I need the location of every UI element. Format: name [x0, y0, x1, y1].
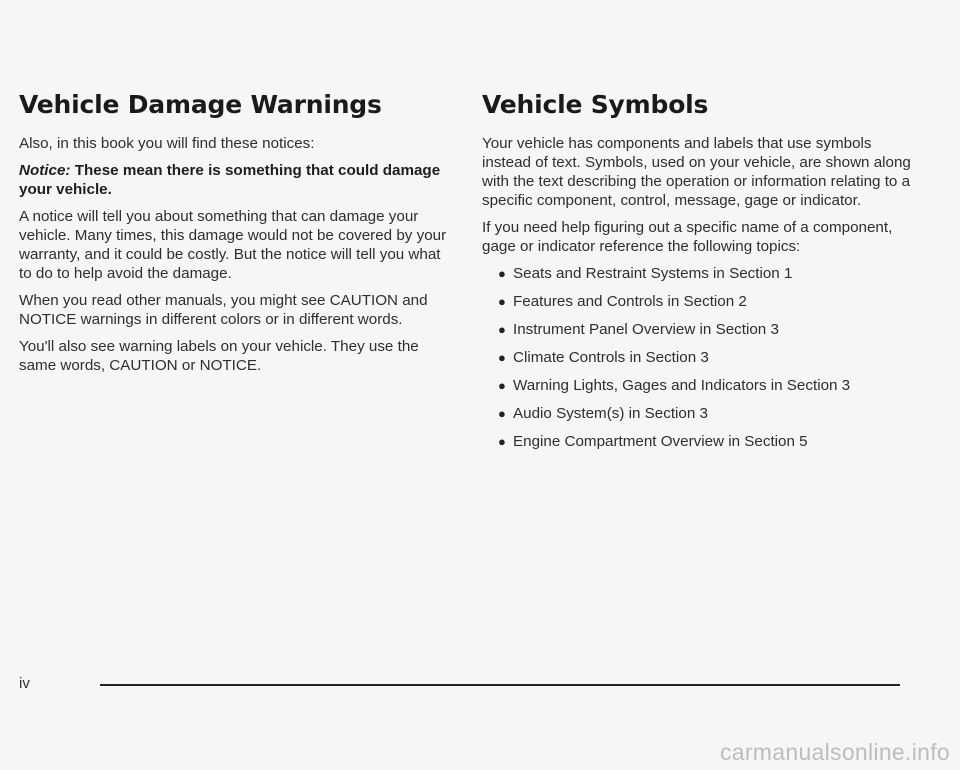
- watermark: carmanualsonline.info: [719, 739, 950, 765]
- topic-item: [482, 292, 922, 311]
- topic-item: [482, 320, 922, 339]
- bullet-icon: ●: [498, 294, 506, 309]
- topic-label: Climate Controls in Section 3: [513, 349, 709, 366]
- topic-item: [482, 376, 922, 395]
- intro-text: Also, in this book you will find these notices:: [19, 135, 315, 152]
- paragraph-notice-explanation: A notice will tell you about something that can damage your vehicle. Many times, this damage would not be covered by your warranty, and it could be costly. But the notice will tell you what to do to help avoid the damage.: [19, 208, 447, 282]
- topic-label: Seats and Restraint Systems in Section 1: [513, 265, 793, 282]
- notice-label: Notice:: [19, 162, 71, 179]
- bullet-icon: ●: [498, 266, 506, 281]
- right-column: [482, 86, 922, 460]
- paragraph-symbols-intro: Your vehicle has components and labels that use symbols instead of text. Symbols, used on your vehicle, are shown along with the text describing the operation or information relating to a specific component, control, message, gage or indicator.: [482, 135, 911, 209]
- footer-rule: [100, 684, 900, 686]
- section-heading-vehicle-symbols: Vehicle Symbols: [482, 90, 709, 119]
- topic-label: Features and Controls in Section 2: [513, 293, 747, 310]
- topics-list: [482, 264, 922, 451]
- paragraph-warning-labels: You'll also see warning labels on your vehicle. They use the same words, CAUTION or NOTICE.: [19, 338, 419, 374]
- bullet-icon: ●: [498, 406, 506, 421]
- topic-item: [482, 348, 922, 367]
- topic-item: [482, 264, 922, 283]
- paragraph-reference-topics: If you need help figuring out a specific name of a component, gage or indicator reference the following topics:: [482, 219, 893, 255]
- bullet-icon: ●: [498, 322, 506, 337]
- topic-label: Warning Lights, Gages and Indicators in Section 3: [513, 377, 851, 394]
- topic-label: Audio System(s) in Section 3: [513, 405, 708, 422]
- bullet-icon: ●: [498, 434, 506, 449]
- topic-item: [482, 432, 922, 451]
- notice-block: [19, 161, 455, 199]
- topic-label: Instrument Panel Overview in Section 3: [513, 321, 779, 338]
- left-column: [19, 86, 455, 383]
- notice-text: These mean there is something that could damage your vehicle.: [19, 162, 441, 198]
- bullet-icon: ●: [498, 378, 506, 393]
- topic-item: [482, 404, 922, 423]
- section-heading-damage-warnings: Vehicle Damage Warnings: [19, 90, 382, 119]
- paragraph-other-manuals: When you read other manuals, you might see CAUTION and NOTICE warnings in different colors or in different words.: [19, 292, 428, 328]
- topic-label: Engine Compartment Overview in Section 5: [513, 433, 808, 450]
- page-number: iv: [19, 675, 30, 692]
- bullet-icon: ●: [498, 350, 506, 365]
